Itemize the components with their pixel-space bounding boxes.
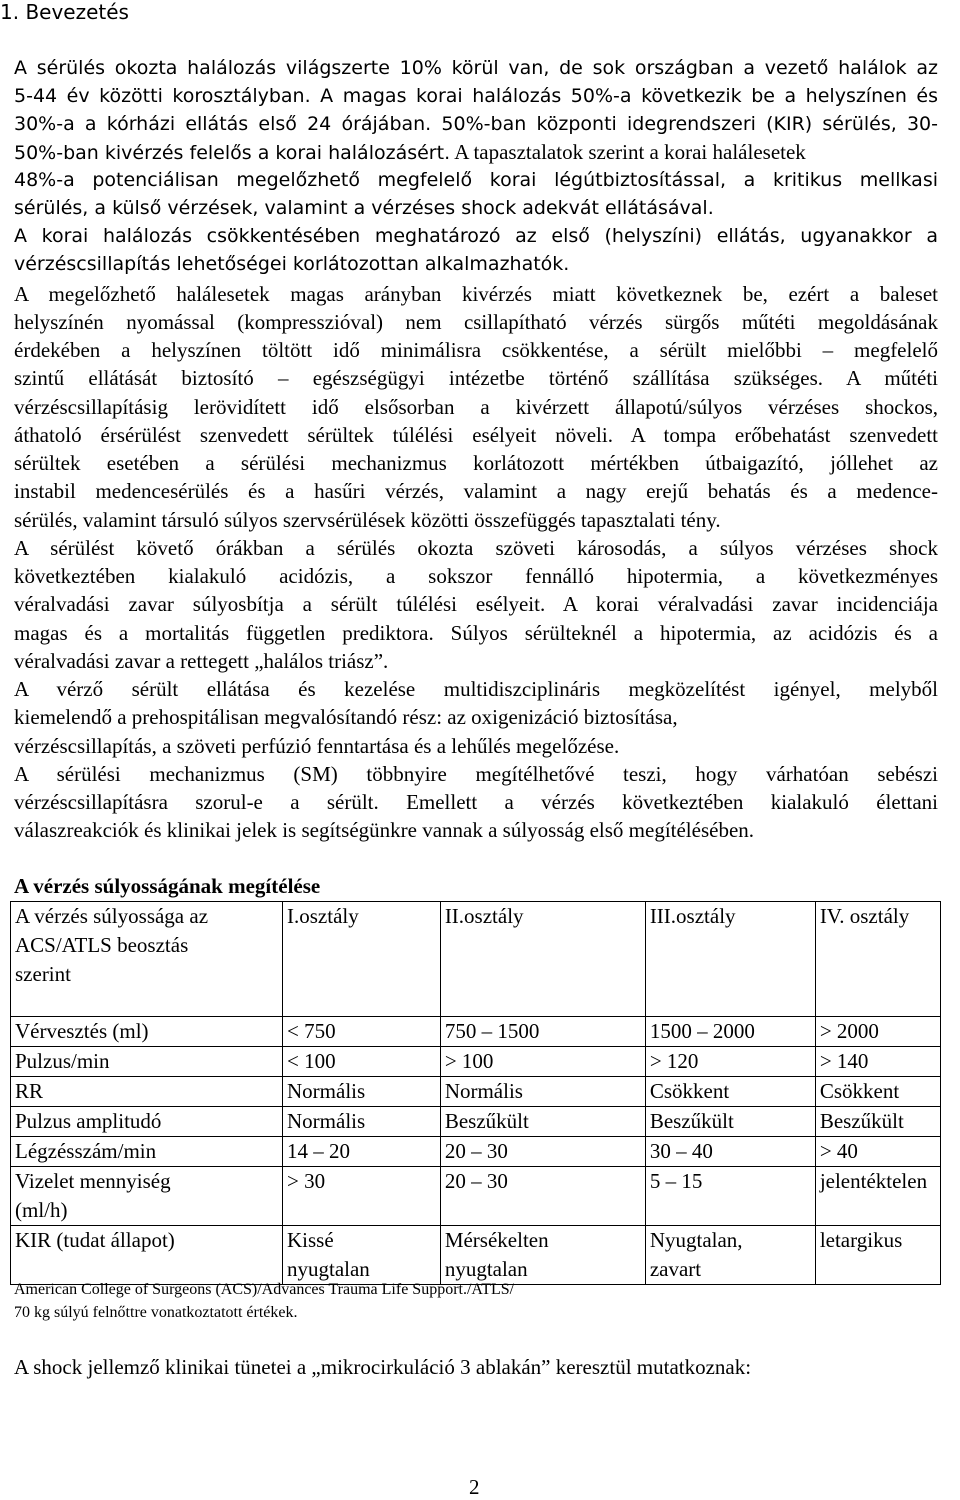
table-cell: jelentéktelen xyxy=(815,1167,940,1226)
severity-table xyxy=(10,901,941,1285)
mixed-line xyxy=(14,138,938,169)
body-line-16: kiemelendő a prehospitálisan megvalósítandó rész: az oxigenizáció biztosítása, xyxy=(14,705,678,729)
body-line-1: A megelőzhető halálesetek magas arányban kivérzés miatt következnek be, ezért a baleset xyxy=(14,282,938,306)
body-line-12: véralvadási zavar súlyosbítja a sérült túlélési esélyeit. A korai véralvadási zavar incidenciája xyxy=(14,592,938,616)
body-line-14: véralvadási zavar a rettegett „halálos triász”. xyxy=(14,649,389,673)
table-cell: Pulzus/min xyxy=(11,1047,283,1077)
table-note-1: American College of Surgeons (ACS)/Advances Trauma Life Support./ATLS/ xyxy=(14,1281,515,1298)
body-line-11: következtében kialakuló acidózis, a sokszor fennálló hipotermia, a következményes xyxy=(14,564,938,588)
table-row xyxy=(11,1077,941,1107)
table-header-cell: II.osztály xyxy=(440,902,645,1017)
table-cell: 14 – 20 xyxy=(283,1137,441,1167)
table-cell: Légzésszám/min xyxy=(11,1137,283,1167)
table-cell: > 2000 xyxy=(815,1017,940,1047)
body-line-20: válaszreakciók és klinikai jelek is segítségünkre vannak a súlyosság első megítélésében. xyxy=(14,818,755,842)
table-cell: > 140 xyxy=(815,1047,940,1077)
table-cell: 20 – 30 xyxy=(440,1167,645,1226)
table-cell: Nyugtalan, zavart xyxy=(645,1226,815,1285)
table-cell: 20 – 30 xyxy=(440,1137,645,1167)
table-cell: Normális xyxy=(283,1077,441,1107)
table-cell: 5 – 15 xyxy=(645,1167,815,1226)
table-cell: > 120 xyxy=(645,1047,815,1077)
table-row xyxy=(11,1167,941,1226)
table-header-cell: III.osztály xyxy=(645,902,815,1017)
body-line-sans-2: sérülés, a külső vérzések, valamint a vérzéses shock adekvát ellátásával. xyxy=(14,197,714,219)
body-line-8: instabil medencesérülés és a hasűri vérzés, valamint a nagy erejű behatás és a medence- xyxy=(14,479,938,503)
body-line-17: vérzéscsillapítás, a szöveti perfúzió fenntartása és a lehűlés megelőzése. xyxy=(14,734,620,758)
body-line-7: sérültek esetében a sérülési mechanizmus korlátozott mértékben útbaigazító, jóllehet az xyxy=(14,451,938,475)
table-cell: < 100 xyxy=(283,1047,441,1077)
body-line-3: érdekében a helyszínen töltött idő minimálisra csökkentése, a sérült mielőbbi – megfelelő xyxy=(14,338,938,362)
closing-line: A shock jellemző klinikai tünetei a „mikrocirkuláció 3 ablakán” keresztül mutatkoznak: xyxy=(14,1355,752,1379)
table-cell: < 750 xyxy=(283,1017,441,1047)
table-cell: 1500 – 2000 xyxy=(645,1017,815,1047)
body-line-13: magas és a mortalitás független prediktora. Súlyos sérülteknél a hipotermia, az acidózis és a xyxy=(14,621,938,645)
table-cell: Vizelet mennyiség (ml/h) xyxy=(11,1167,283,1226)
table-cell: Normális xyxy=(283,1107,441,1137)
body-line-5: vérzéscsillapításig lerövidített idő elsősorban a kivérzett állapotú/súlyos vérzéses shockos, xyxy=(14,395,938,419)
table-cell: Csökkent xyxy=(815,1077,940,1107)
table-row xyxy=(11,1047,941,1077)
body-line-18: A sérülési mechanizmus (SM) többnyire megítélhetővé teszi, hogy várhatóan sebészi xyxy=(14,762,938,786)
section-title: 1. Bevezetés xyxy=(0,0,129,24)
table-header-cell: A vérzés súlyossága az ACS/ATLS beosztás szerint xyxy=(11,902,283,1017)
table-cell: > 40 xyxy=(815,1137,940,1167)
intro-line-3: 30%-a a kórházi ellátás első 24 órájában. 50%-ban központi idegrendszeri (KIR) sérülés, 30- xyxy=(14,113,938,135)
table-cell: RR xyxy=(11,1077,283,1107)
table-cell: letargikus xyxy=(815,1226,940,1285)
body-line-sans-3: A korai halálozás csökkentésében meghatározó az első (helyszíni) ellátás, ugyanakkor a xyxy=(14,225,938,247)
table-header-row xyxy=(11,902,941,1017)
table-cell: 750 – 1500 xyxy=(440,1017,645,1047)
table-cell: Vérvesztés (ml) xyxy=(11,1017,283,1047)
table-cell: Mérsékelten nyugtalan xyxy=(440,1226,645,1285)
body-line-6: áthatoló érsérülést szenvedett sérültek túlélési esélyeit növeli. A tompa erőbehatást szenvedett xyxy=(14,423,938,447)
table-cell: Beszűkült xyxy=(440,1107,645,1137)
table-cell: Pulzus amplitudó xyxy=(11,1107,283,1137)
table-cell: Csökkent xyxy=(645,1077,815,1107)
table-row xyxy=(11,1017,941,1047)
body-line-sans-1: 48%-a potenciálisan megelőzhető megfelelő korai légútbiztosítással, a kritikus mellkasi xyxy=(14,169,938,191)
table-row xyxy=(11,1107,941,1137)
table-cell: Normális xyxy=(440,1077,645,1107)
intro-line-2: 5-44 év közötti korosztályban. A magas korai halálozás 50%-a következik be a helyszínen és xyxy=(14,85,938,107)
page-number: 2 xyxy=(469,1475,480,1499)
mixed-line-serif: A tapasztalatok szerint a korai halálesetek xyxy=(450,140,806,164)
body-line-9: sérülés, valamint társuló súlyos szervsérülések közötti összefüggés tapasztalati tény. xyxy=(14,508,721,532)
table-cell: > 30 xyxy=(283,1167,441,1226)
mixed-line-sans: 50%-ban kivérzés felelős a korai halálozásért. xyxy=(14,142,451,164)
table-row xyxy=(11,1226,941,1285)
body-line-sans-4: vérzéscsillapítás lehetőségei korlátozottan alkalmazhatók. xyxy=(14,253,570,275)
body-line-2: helyszínén nyomással (kompresszióval) nem csillapítható vérzés sürgős műtéti megoldásának xyxy=(14,310,938,334)
table-heading: A vérzés súlyosságának megítélése xyxy=(14,874,321,898)
body-line-10: A sérülést követő órákban a sérülés okozta szöveti károsodás, a súlyos vérzéses shock xyxy=(14,536,938,560)
table-cell: Beszűkült xyxy=(645,1107,815,1137)
intro-line-1: A sérülés okozta halálozás világszerte 10% körül van, de sok országban a vezető halálok az xyxy=(14,57,938,79)
table-cell: > 100 xyxy=(440,1047,645,1077)
body-line-19: vérzéscsillapításra szorul-e a sérült. Emellett a vérzés következtében kialakuló élettani xyxy=(14,790,938,814)
table-row xyxy=(11,1137,941,1167)
body-line-4: szintű ellátását biztosító – egészségügyi intézetbe történő szállítása szükséges. A műtéti xyxy=(14,366,938,390)
table-cell: 30 – 40 xyxy=(645,1137,815,1167)
table-header-cell: IV. osztály xyxy=(815,902,940,1017)
body-line-15: A vérző sérült ellátása és kezelése multidiszciplináris megközelítést igényel, melyből xyxy=(14,677,938,701)
table-header-cell: I.osztály xyxy=(283,902,441,1017)
table-cell: KIR (tudat állapot) xyxy=(11,1226,283,1285)
table-note-2: 70 kg súlyú felnőttre vonatkoztatott értékek. xyxy=(14,1304,298,1321)
table-cell: Kissé nyugtalan xyxy=(283,1226,441,1285)
table-cell: Beszűkült xyxy=(815,1107,940,1137)
